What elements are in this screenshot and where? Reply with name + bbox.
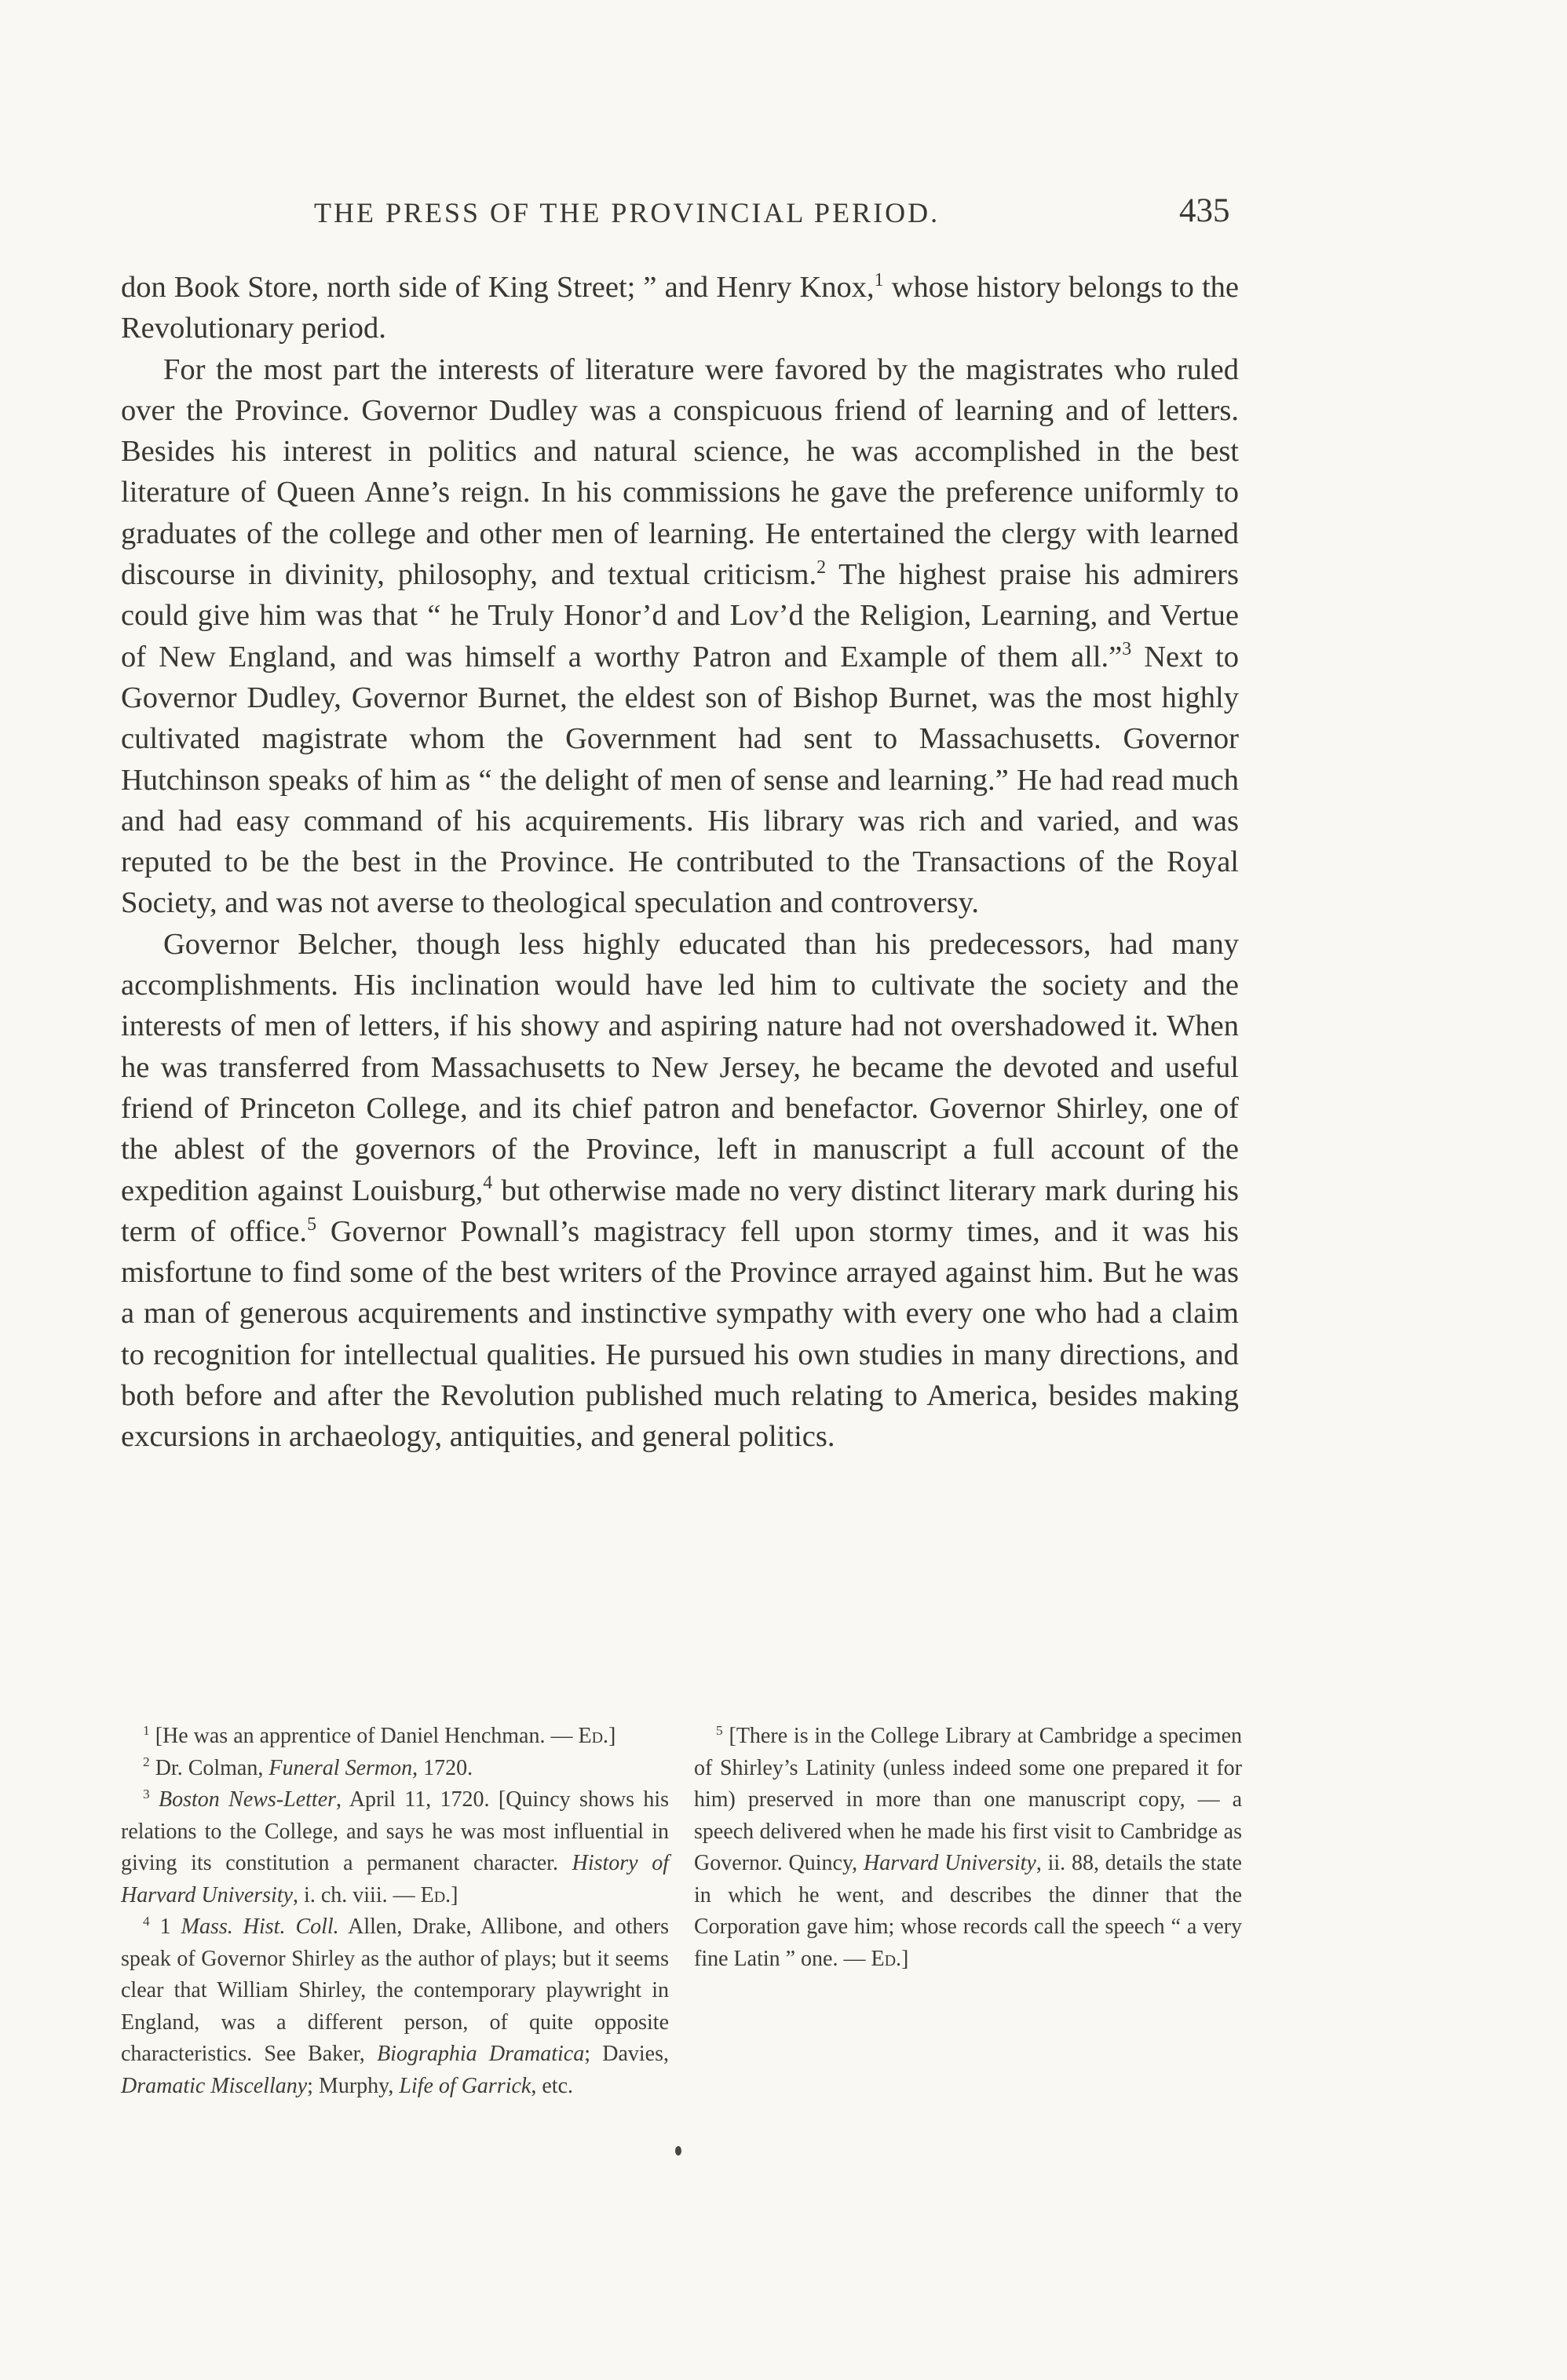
text-run: Dr. Colman, — [149, 1755, 269, 1780]
text-run: ] — [901, 1946, 909, 1971]
text-run: The highest praise his admirers could give him was that “ he Truly Honor’d and Lov’d the Religion, Learning, and Vertue of New England, and was himself a worthy Patron and Example of them all.” — [121, 558, 1239, 673]
text-run: , April 11, 1720. [Quincy shows his relations to the College, and says he was most influential in giving its constitution a permanent character. — [121, 1787, 669, 1875]
text-run: [There is in the College Library at Cambridge a specimen of Shirley’s Latinity (unless indeed some one prepared it for him) preserved in more than one manuscript copy, — a speech delivered when he made his first visit to Cambridge as Governor. Quincy, — [694, 1724, 1242, 1875]
footnote-1 — [121, 1721, 669, 1753]
page-number: 435 — [1179, 192, 1230, 229]
text-run: , ii. 88, details the state in which he went, and describes the dinner that the Corporation gave him; whose records call the speech “ a very fine Latin ” one. — — [694, 1851, 1242, 1971]
work-title: History of Harvard University — [121, 1851, 669, 1907]
text-run: ; Murphy, — [307, 2073, 400, 2098]
work-title: Biographia Dramatica — [377, 2042, 585, 2066]
work-title: Mass. Hist. Coll. — [181, 1915, 339, 1939]
footnote-3 — [121, 1784, 669, 1911]
paragraph-2 — [121, 349, 1239, 924]
running-title: THE PRESS OF THE PROVINCIAL PERIOD. — [314, 197, 941, 228]
work-title: Harvard University — [863, 1851, 1036, 1875]
footnote-mark: 3 — [143, 1786, 150, 1801]
text-run: , i. ch. viii. — — [293, 1882, 421, 1907]
editor-mark: Ed. — [871, 1946, 902, 1971]
text-run: but otherwise made no very distinct literary mark during his term of office. — [121, 1174, 1239, 1248]
editor-mark: Ed. — [578, 1724, 609, 1748]
work-title: Boston News-Letter — [159, 1787, 337, 1812]
main-text — [121, 267, 1239, 1458]
text-run: Allen, Drake, Allibone, and others speak of Governor Shirley as the author of plays; but it seems clear that William Shirley, the contemporary playwright in England, was a different person, of quite opposite characteristics. See Baker, — [121, 1915, 670, 2066]
text-run: ] — [451, 1882, 458, 1907]
text-run: 1 — [149, 1915, 181, 1939]
footnote-ref: 2 — [816, 557, 827, 578]
printer-ornament-mark — [675, 2146, 681, 2156]
footnote-mark: 5 — [716, 1722, 723, 1738]
work-title: Funeral Sermon — [268, 1755, 413, 1780]
text-run: Governor Pownall’s magistracy fell upon stormy times, and it was his misfortune to find some of the best writers of the Province arrayed against him. But he was a man of generous acquirements and instinctive sympathy with every one who had a claim to recognition for intellectual qualities. He pursued his own studies in many directions, and both before and after the Revolution published much relating to America, besides making excursions in archaeology, antiquities, and general politics. — [121, 1214, 1239, 1454]
paragraph-1 — [121, 267, 1239, 349]
text-run: For the most part the interests of literature were favored by the magistrates who ruled over the Province. Governor Dudley was a conspicuous friend of learning and of letters. Besides his interest in politics and natural science, he was accomplished in the best literature of Queen Anne’s reign. In his commissions he gave the preference uniformly to graduates of the college and other men of learning. He entertained the clergy with learned discourse in divinity, philosophy, and textual criticism. — [121, 352, 1239, 592]
footnote-ref: 5 — [307, 1214, 316, 1235]
footnote-5 — [694, 1721, 1242, 1975]
footnote-mark: 4 — [143, 1913, 150, 1929]
footnote-mark: 2 — [143, 1754, 150, 1770]
footnote-ref: 1 — [874, 269, 884, 290]
paragraph-3 — [121, 924, 1239, 1458]
work-title: Dramatic Miscellany — [121, 2073, 308, 2098]
text-run: whose history belongs to the Revolutionary period. — [121, 271, 1239, 345]
text-run: ; Davies, — [584, 2042, 669, 2066]
text-run: don Book Store, north side of King Street; ” and Henry Knox, — [121, 271, 875, 304]
text-run: [He was an apprentice of Daniel Henchman. — — [149, 1724, 579, 1748]
footnote-ref: 4 — [483, 1173, 493, 1194]
work-title: Life of Garrick — [399, 2073, 531, 2098]
footnote-2 — [121, 1753, 669, 1785]
editor-mark: Ed. — [420, 1882, 451, 1907]
text-run: , etc. — [531, 2073, 573, 2098]
footnotes-right-column — [694, 1721, 1242, 1975]
footnote-ref: 3 — [1122, 639, 1132, 660]
footnote-4 — [121, 1911, 669, 2102]
text-run: Next to Governor Dudley, Governor Burnet, the eldest son of Bishop Burnet, was the most highly cultivated magistrate whom the Government had sent to Massachusetts. Governor Hutchinson speaks of him as “ the delight of men of sense and learning.” He had read much and had easy command of his acquirements. His library was rich and varied, and was reputed to be the best in the Province. He contributed to the Transactions of the Royal Society, and was not averse to theological speculation and controversy. — [121, 640, 1239, 920]
text-run: , 1720. — [412, 1755, 473, 1780]
text-run: Governor Belcher, though less highly educated than his predecessors, had many accomplishments. His inclination would have led him to cultivate the society and the interests of men of letters, if his showy and aspiring nature had not overshadowed it. When he was transferred from Massachusetts to New Jersey, he became the devoted and useful friend of Princeton College, and its chief patron and benefactor. Governor Shirley, one of the ablest of the governors of the Province, left in manuscript a full account of the expedition against Louisburg, — [121, 927, 1239, 1207]
footnote-mark: 1 — [143, 1722, 150, 1738]
text-run: ] — [608, 1724, 616, 1748]
footnotes-left-column — [121, 1721, 669, 2102]
